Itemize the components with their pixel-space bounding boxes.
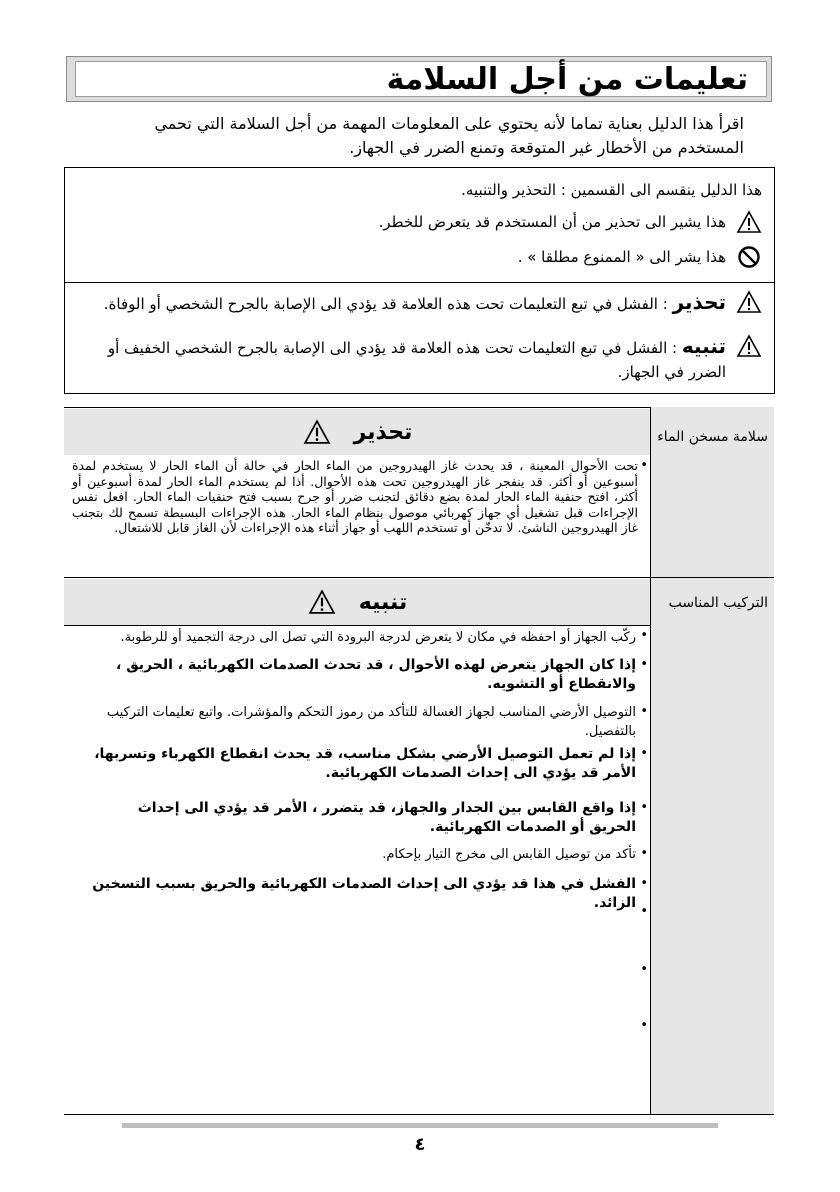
- list-item: ركّب الجهاز أو احفظه في مكان لا يتعرض لدرجة البرودة التي تصل الى درجة التجميد أو للرطوبة.: [120, 630, 636, 645]
- list-item: إذا كان الجهاز يتعرض لهذه الأحوال ، قد تحدث الصدمات الكهربائية ، الحريق ، والانقطاع أو التشويه.: [116, 657, 636, 692]
- list-item: تأكد من توصيل القابس الى مخرج التيار بإحكام.: [382, 847, 636, 862]
- intro-text: اقرأ هذا الدليل بعناية تماما لأنه يحتوي على المعلومات المهمة من أجل السلامة التي تحمي المستخدم من الأخطار غير المتوقعة وتمنع الضرر في الجهاز.: [154, 114, 744, 157]
- bullet-dot: •: [640, 1018, 648, 1033]
- side-label-installation: التركيب المناسب: [668, 595, 768, 611]
- bullet-dot: •: [640, 904, 648, 919]
- warning-paragraph: تحت الأحوال المعينة ، قد يحدث غاز الهيدروجين من الماء الحار في حالة أن الماء الحار لا يستخدم لمدة أسبوعين أو أكثر. قد ينفجر غاز الهيدروجين تحت هذه الأحوال. أذا لم يستخدم الماء الحار لمدة أسبوعين أو أكثر، افتح حنفية الماء الحار لمدة بضع دقائق لتجنب ضرر أو جرح بسبب فتح حنفيات الماء الحار. افعل نفس الإجراءات قبل تشغيل أي جهاز كهربائي موصول بنظام الماء الحار. هذه الإجراءات البسيطة تسمح لك بتجنب غاز الهيدروجين الناشئ. لا تدخّن أو تستخدم اللهب أو جهاز أثناء هذه الإجراءات لأن الغاز قابل للاشتعال.: [72, 458, 638, 535]
- warning-band-label: تحذير: [353, 419, 413, 445]
- bullet-dot: •: [640, 628, 648, 643]
- caution-band: [64, 579, 650, 625]
- caution-label: تنبيه: [681, 334, 726, 358]
- warning-band: [64, 409, 650, 455]
- warning-text: : الفشل في تبع التعليمات تحت هذه العلامة قد يؤدي الى الإصابة بالجرح الشخصي أو الوفاة.: [103, 295, 668, 313]
- warning-triangle-icon: [736, 210, 762, 234]
- list-item: إذا لم تعمل التوصيل الأرضي بشكل مناسب، قد يحدث انقطاع الكهرباء وتسربها، الأمر قد يؤدي الى إحداث الصدمات الكهربائية.: [94, 746, 636, 781]
- legend-prohibit-row: [518, 245, 762, 269]
- prohibited-icon: [736, 245, 762, 269]
- list-item: إذا واقع القابس بين الجدار والجهاز، قد يتضرر ، الأمر قد يؤدي الى إحداث الحريق أو الصدمات الكهربائية.: [137, 800, 636, 835]
- side-label-water-heater: سلامة مسخن الماء: [657, 429, 768, 445]
- table-bottom-border: [64, 1114, 774, 1115]
- title-inner: [75, 61, 767, 97]
- legend-heading: هذا الدليل ينقسم الى القسمين : التحذير والتنبيه.: [461, 181, 762, 199]
- legend-divider: [65, 282, 774, 283]
- bullet-dot: •: [640, 800, 648, 815]
- bullet-dot: •: [640, 657, 648, 672]
- legend-prohibit-text: هذا يشر الى « الممنوع مطلقا » .: [517, 248, 726, 266]
- caution-text: : الفشل في تبع التعليمات تحت هذه العلامة قد يؤدي الى الإصابة بالجرح الشخصي الخفيف أو الضرر في الجهاز.: [107, 339, 726, 381]
- legend-box: [64, 167, 775, 394]
- legend-warn-row: [379, 210, 762, 234]
- bullet-dot: •: [640, 746, 648, 761]
- legend-warning-row: [77, 290, 762, 316]
- page-number: ٤: [414, 1134, 426, 1155]
- warning-triangle-icon: [302, 419, 332, 445]
- warning-triangle-icon: [736, 334, 762, 358]
- legend-warn-text: هذا يشير الى تحذير من أن المستخدم قد يتعرض للخطر.: [378, 213, 726, 231]
- legend-caution-row: [73, 334, 762, 384]
- bullet-dot: •: [640, 846, 648, 861]
- section-divider: [64, 577, 650, 578]
- warning-triangle-icon: [307, 589, 337, 615]
- title-box: [66, 56, 772, 102]
- page-title: تعليمات من أجل السلامة: [386, 61, 748, 97]
- bullet-dot: •: [640, 876, 648, 891]
- side-divider: [651, 577, 774, 578]
- bullet-dot: •: [640, 704, 648, 719]
- list-item: التوصيل الأرضي المناسب لجهاز الغسالة للتأكد من رموز التحكم والمؤشرات. واتبع تعليمات التركيب بالتفصيل.: [106, 705, 636, 739]
- warning-label: تحذير: [672, 290, 726, 314]
- side-column: [650, 407, 774, 1114]
- bullet-dot: •: [640, 962, 648, 977]
- caution-band-label: تنبيه: [358, 589, 408, 615]
- list-item: الفشل في هذا قد يؤدي الى إحداث الصدمات الكهربائية والحريق بسبب التسخين الزائد.: [92, 876, 636, 911]
- band-bottom-border: [64, 625, 650, 626]
- footer-bar: [122, 1123, 718, 1128]
- warning-triangle-icon: [736, 290, 762, 314]
- bullet-dot: •: [640, 458, 648, 473]
